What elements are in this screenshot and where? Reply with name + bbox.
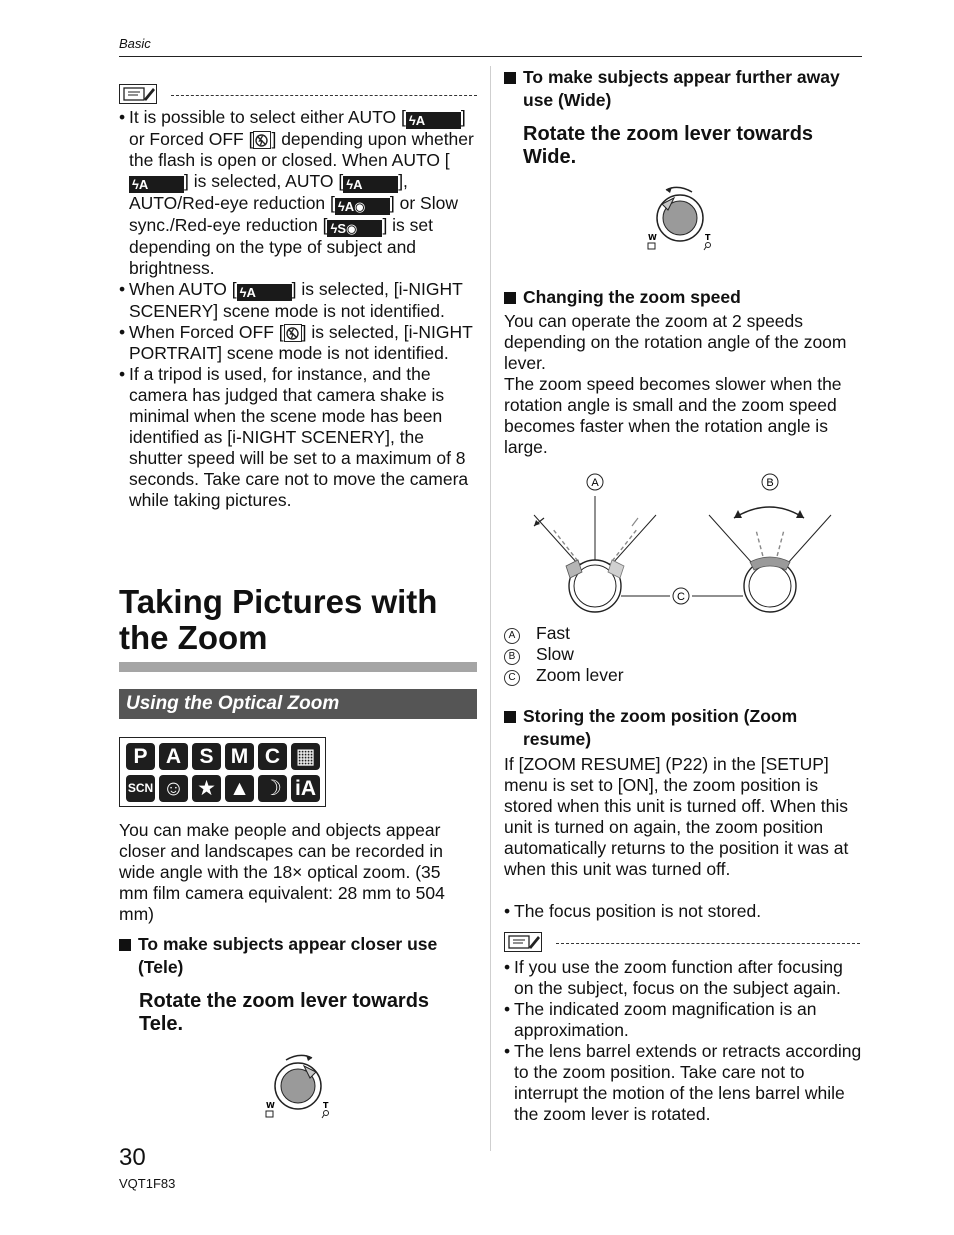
square-bullet-icon <box>119 939 131 951</box>
page-title <box>119 584 437 656</box>
heading-text: To make subjects appear further away use (Wide) <box>523 67 840 110</box>
slow-sync-redeye-icon: ϟS◉ <box>327 220 382 237</box>
speed-paragraph <box>504 311 860 458</box>
list-item <box>119 364 477 511</box>
flash-auto-icon: ϟA <box>129 176 184 193</box>
tele-step: Rotate the zoom lever towards Tele. <box>139 990 430 1035</box>
square-bullet-icon <box>504 711 516 723</box>
zoom-lever-wide-diagram <box>640 182 720 259</box>
zoom-lever-icon <box>640 182 720 254</box>
mode-icon: iA <box>291 775 320 802</box>
heading-text: To make subjects appear closer use (Tele) <box>138 934 438 977</box>
speed-heading <box>504 286 864 309</box>
flash-auto-icon: ϟA <box>406 112 461 129</box>
square-bullet-icon <box>504 292 516 304</box>
mode-icon: ☺ <box>159 775 188 802</box>
legend-key: A <box>504 628 520 644</box>
note-header <box>119 84 477 106</box>
list-item <box>119 107 477 279</box>
bullet-text: ] is selected, AUTO [ <box>184 171 344 191</box>
mode-row <box>126 743 320 770</box>
document-code: VQT1F83 <box>119 1176 176 1191</box>
bullet-text: The focus position is not stored. <box>514 901 762 921</box>
bullet-text: ] is selected, [i-NIGHT PORTRAIT] scene mode is not identified. <box>129 322 473 363</box>
note-header <box>504 932 860 954</box>
resume-list <box>504 901 860 922</box>
mode-icon: SCN <box>126 775 155 802</box>
bullet-text: ], AUTO/Red-eye reduction [ <box>129 171 408 213</box>
legend-item <box>504 623 804 644</box>
diagram-legend <box>504 623 804 686</box>
bullet-text: ] is set depending on the type of subject and brightness. <box>129 215 434 278</box>
zoom-speed-diagram <box>520 468 850 623</box>
list-item <box>504 1041 864 1125</box>
bullet-text: It is possible to select either AUTO [ <box>129 107 406 127</box>
label-c: C <box>677 591 685 603</box>
title-underline-bar <box>119 662 477 672</box>
title-line: the Zoom <box>119 619 268 656</box>
note-dashed-line <box>556 943 860 944</box>
legend-key: C <box>504 670 520 686</box>
mode-icon: C <box>258 743 287 770</box>
note-dashed-line <box>171 95 477 96</box>
mode-icon: ★ <box>192 775 221 802</box>
mode-icon: A <box>159 743 188 770</box>
bullet-text: ] depending upon whether the flash is open or closed. When AUTO [ <box>129 129 474 170</box>
heading-text: Storing the zoom position (Zoom resume) <box>523 706 798 749</box>
mode-icon: ▲ <box>225 775 254 802</box>
lever-w-label: W <box>266 1101 275 1110</box>
legend-text: Slow <box>536 644 574 664</box>
bullet-text: ] is selected, [i-NIGHT SCENERY] scene mode is not identified. <box>129 279 463 321</box>
section-label: Basic <box>119 36 151 51</box>
zoom-lever-tele-diagram <box>258 1050 338 1127</box>
bullet-text: When AUTO [ <box>129 279 237 299</box>
mode-icon: S <box>192 743 221 770</box>
label-b: B <box>766 477 774 489</box>
mode-row <box>126 775 320 802</box>
list-item <box>504 957 864 999</box>
flash-auto-redeye-icon: ϟA◉ <box>335 198 390 215</box>
mode-icon: P <box>126 743 155 770</box>
bullet-text: The indicated zoom magnification is an approximation. <box>514 999 817 1040</box>
mode-icon: ▦ <box>291 743 320 770</box>
paragraph-text: The zoom speed becomes slower when the rotation angle is small and the zoom speed becomes faster when the rotation angle is large. <box>504 374 842 457</box>
label-a: A <box>591 477 599 489</box>
header-rule <box>119 56 862 57</box>
section-subheading: Using the Optical Zoom <box>119 689 477 719</box>
lever-t-label: T <box>323 1101 329 1110</box>
lever-t-label: T <box>705 233 711 242</box>
mode-icon: M <box>225 743 254 770</box>
note-icon <box>504 932 542 952</box>
bullet-text: ] or Slow sync./Red-eye reduction [ <box>129 193 458 235</box>
bullet-text: If a tripod is used, for instance, and the camera has judged that camera shake is minimal when the scene mode has been identified as [i-NIGHT SCENERY], the shutter speed will be set to a maximum of 8 seconds. Take care not to move the camera while taking pictures. <box>129 364 469 510</box>
page-number: 30 <box>119 1144 146 1171</box>
flash-off-icon <box>253 131 271 149</box>
note-list <box>119 107 477 511</box>
bullet-text: When Forced OFF [ <box>129 322 284 342</box>
note-icon <box>119 84 157 104</box>
intro-paragraph: You can make people and objects appear closer and landscapes can be recorded in wide angle with the 18× optical zoom. (35 mm film camera equivalent: 28 mm to 504 mm) <box>119 820 445 924</box>
list-item <box>504 901 860 922</box>
square-bullet-icon <box>504 72 516 84</box>
column-divider <box>490 66 491 1151</box>
wide-step: Rotate the zoom lever towards Wide. <box>523 123 814 168</box>
lever-w-label: W <box>648 233 657 242</box>
bullet-text: ] or Forced OFF [ <box>129 107 466 149</box>
legend-key: B <box>504 649 520 665</box>
list-item <box>504 999 864 1041</box>
legend-text: Fast <box>536 623 571 643</box>
paragraph-text: You can operate the zoom at 2 speeds depending on the rotation angle of the zoom lever. <box>504 311 847 373</box>
legend-text: Zoom lever <box>536 665 624 685</box>
note-list <box>504 957 864 1125</box>
legend-item <box>504 644 804 665</box>
zoom-lever-icon <box>258 1050 338 1122</box>
title-line: Taking Pictures with <box>119 583 438 620</box>
flash-auto-icon: ϟA <box>343 176 398 193</box>
wide-heading <box>504 66 864 112</box>
flash-auto-icon: ϟA <box>237 284 292 301</box>
bullet-text: If you use the zoom function after focusing on the subject, focus on the subject again. <box>514 957 843 998</box>
mode-icons-box <box>119 737 326 807</box>
heading-text: Changing the zoom speed <box>523 287 741 307</box>
list-item <box>119 279 477 322</box>
flash-off-icon <box>284 324 302 342</box>
resume-paragraph: If [ZOOM RESUME] (P22) in the [SETUP] menu is set to [ON], the zoom position is stored when this unit is turned off. When this unit is turned on again, the zoom position automatically returns to the position it was at when this unit was turned off. <box>504 754 849 879</box>
tele-heading <box>119 933 477 979</box>
mode-icon: ☽ <box>258 775 287 802</box>
list-item <box>119 322 477 364</box>
resume-heading <box>504 705 864 751</box>
legend-item <box>504 665 804 686</box>
bullet-text: The lens barrel extends or retracts according to the zoom position. Take care not to interrupt the motion of the lens barrel while the zoom lever is rotated. <box>514 1041 862 1124</box>
